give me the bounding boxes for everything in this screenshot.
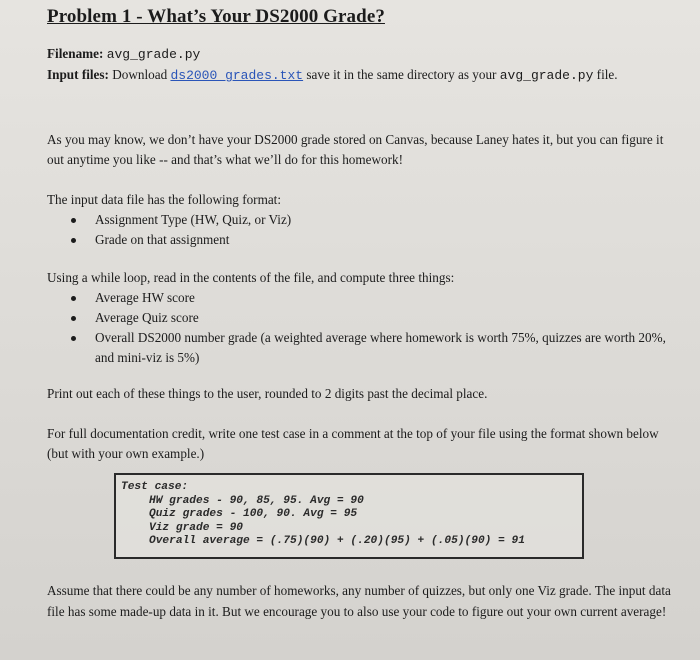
test-case-header: Test case:: [121, 481, 189, 493]
list-item: Average HW score: [95, 288, 678, 308]
page-title: Problem 1 - What’s Your DS2000 Grade?: [47, 6, 385, 27]
input-files-file: avg_grade.py: [499, 68, 594, 83]
filename-label: Filename:: [47, 46, 104, 61]
filename-value: avg_grade.py: [106, 47, 201, 62]
documentation-paragraph: For full documentation credit, write one test case in a comment at the top of your file using the format shown below (but with your own example.): [47, 426, 659, 461]
list-item: Assignment Type (HW, Quiz, or Viz): [95, 210, 678, 230]
test-case-line: Overall average = (.75)(90) + (.20)(95) + (.05)(90) = 91: [149, 535, 525, 548]
test-case-box: [114, 473, 584, 559]
compute-section: [47, 268, 678, 368]
grades-file-link[interactable]: ds2000_grades.txt: [170, 68, 304, 83]
input-files-label: Input files:: [47, 67, 109, 82]
list-item: Overall DS2000 number grade (a weighted average where homework is worth 75%, quizzes are worth 20%, and mini-viz is 5%): [95, 328, 678, 368]
print-paragraph: Print out each of these things to the user, rounded to 2 digits past the decimal place.: [47, 386, 488, 401]
test-case-line: HW grades - 90, 85, 95. Avg = 90: [149, 494, 364, 507]
format-section: [47, 190, 678, 250]
input-files-text-after: save it in the same directory as your: [306, 67, 497, 82]
test-case-line: Viz grade = 90: [149, 521, 243, 534]
list-item: Average Quiz score: [95, 308, 678, 328]
loop-intro: Using a while loop, read in the contents of the file, and compute three things:: [47, 270, 455, 285]
filename-line: [47, 44, 678, 65]
test-case-line: Quiz grades - 100, 90. Avg = 95: [149, 508, 358, 521]
format-intro: The input data file has the following format:: [47, 192, 282, 207]
compute-list: [47, 288, 678, 368]
input-files-text: Download: [112, 67, 168, 82]
input-files-tail: file.: [596, 67, 618, 82]
format-list: [47, 210, 678, 250]
input-files-line: [47, 65, 678, 86]
file-info: [47, 44, 678, 86]
intro-paragraph: As you may know, we don’t have your DS2000 grade stored on Canvas, because Laney hates it, but you can figure it out anytime you like -- and that’s what we’ll do for this homework!: [47, 132, 664, 167]
closing-paragraph: Assume that there could be any number of homeworks, any number of quizzes, but only one Viz grade. The input data file has some made-up data in it. But we encourage you to also use your code to figure out your own current average!: [47, 583, 671, 619]
list-item: Grade on that assignment: [95, 230, 678, 250]
